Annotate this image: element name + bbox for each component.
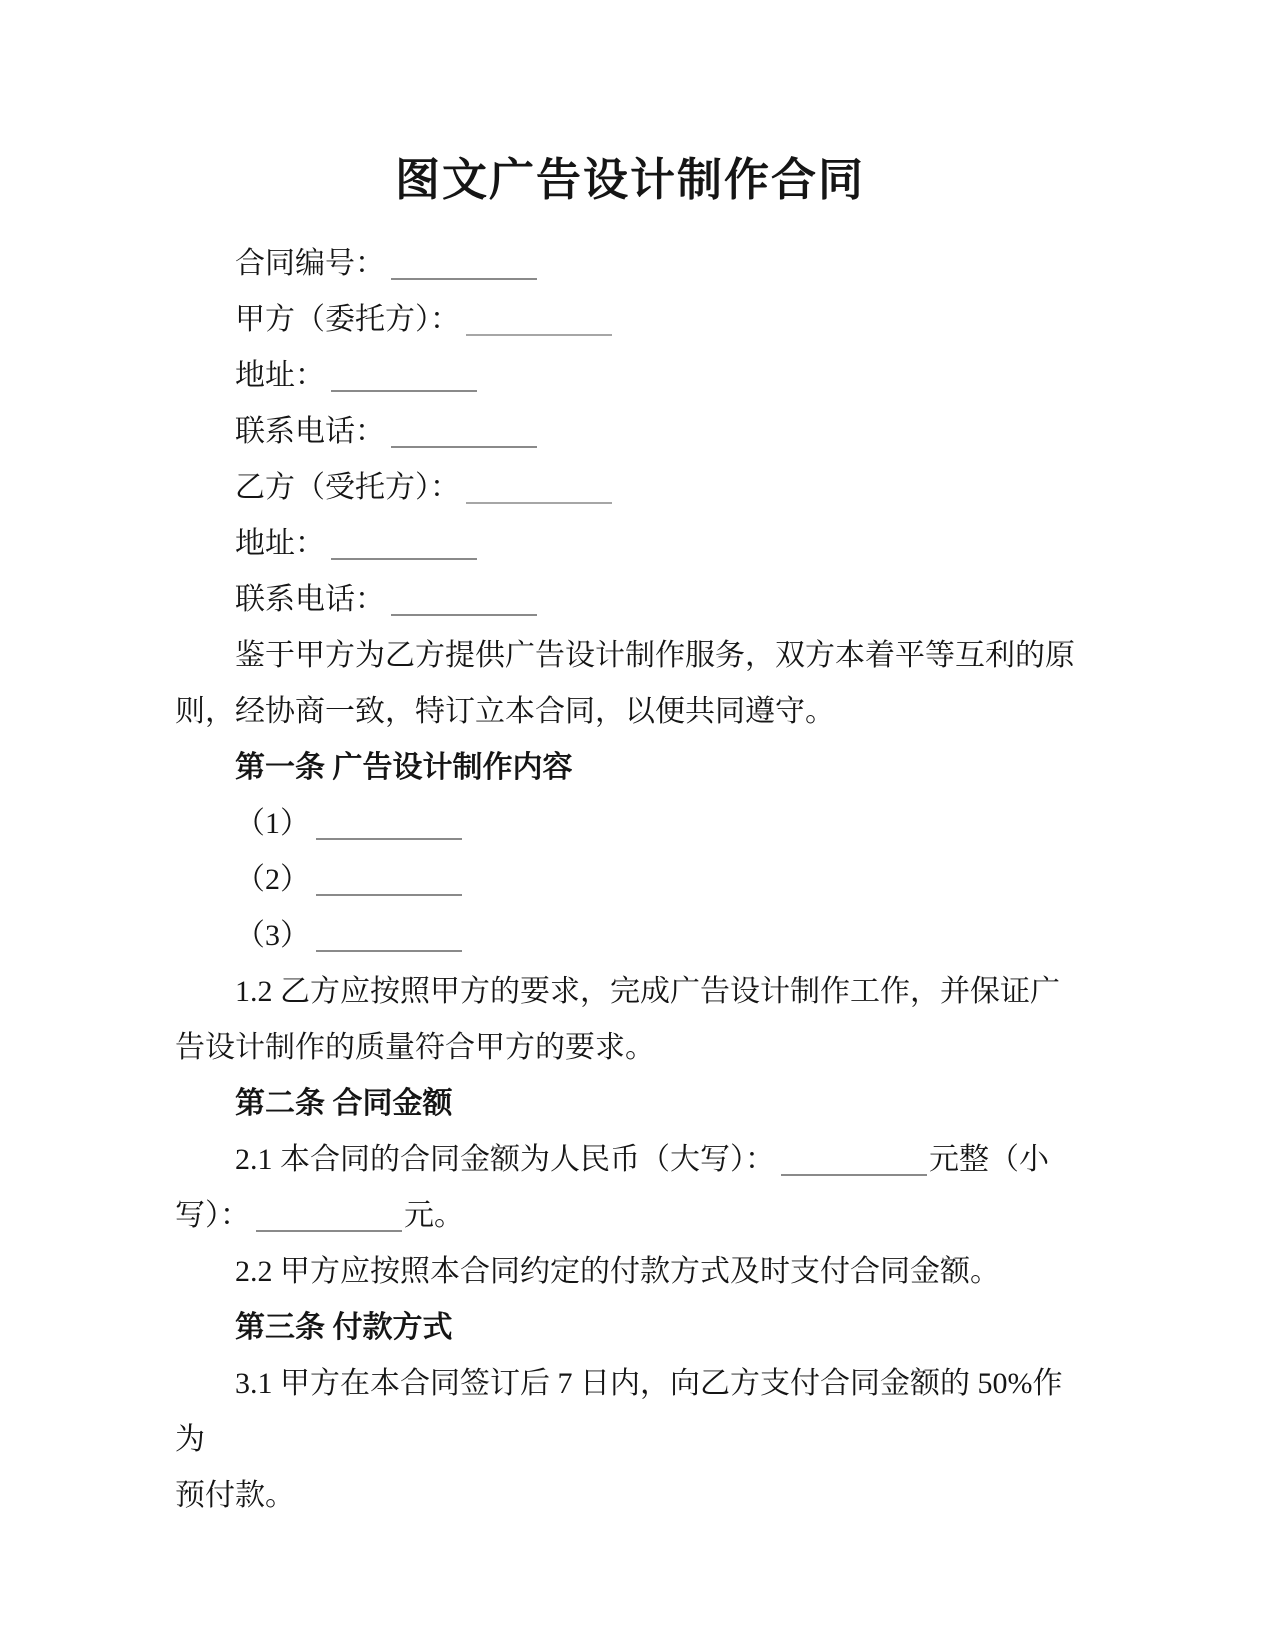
clause-2-1-text-after: 元整（小: [929, 1143, 1049, 1176]
party-b-phone-blank: [391, 584, 537, 616]
party-b-phone-label: 联系电话：: [235, 583, 385, 616]
article-1-item-1: [175, 796, 1085, 852]
article-1-item-2: [175, 852, 1085, 908]
party-a-label: 甲方（委托方）：: [235, 303, 460, 336]
field-row-party-a-address: [175, 348, 1085, 404]
clause-2-1-text-before: 2.1 本合同的合同金额为人民币（大写）：: [235, 1143, 775, 1176]
clause-2-1-line-1: [175, 1132, 1085, 1188]
clause-2-1-line-2-before: 写）：: [175, 1199, 250, 1232]
clause-2-2: 2.2 甲方应按照本合同约定的付款方式及时支付合同金额。: [235, 1255, 1000, 1288]
contract-title: 图文广告设计制作合同: [394, 155, 865, 205]
field-row-party-a-phone: [175, 404, 1085, 460]
party-b-address-label: 地址：: [235, 527, 325, 560]
party-a-address-blank: [331, 360, 477, 392]
clause-1-2-line-2: 告设计制作的质量符合甲方的要求。: [175, 1031, 655, 1064]
party-a-name-blank: [466, 304, 612, 336]
item-2-label: （2）: [235, 863, 310, 896]
item-1-label: （1）: [235, 807, 310, 840]
article-3-heading: 第三条 付款方式: [235, 1311, 453, 1344]
clause-3-1-line-2: 预付款。: [175, 1479, 295, 1512]
field-row-party-a: [175, 292, 1085, 348]
field-row-party-b-phone: [175, 572, 1085, 628]
party-a-phone-label: 联系电话：: [235, 415, 385, 448]
item-3-blank: [316, 920, 462, 952]
clause-3-1-line-1: 3.1 甲方在本合同签订后 7 日内，向乙方支付合同金额的 50%作为: [175, 1367, 1063, 1456]
amount-in-figures-blank: [256, 1200, 402, 1232]
item-3-label: （3）: [235, 919, 310, 952]
party-b-name-blank: [466, 472, 612, 504]
item-1-blank: [316, 808, 462, 840]
party-b-label: 乙方（受托方）：: [235, 471, 460, 504]
article-1-item-3: [175, 908, 1085, 964]
field-row-contract-number: [175, 236, 1085, 292]
contract-number-blank: [391, 248, 537, 280]
party-a-address-label: 地址：: [235, 359, 325, 392]
article-2-heading: 第二条 合同金额: [235, 1087, 453, 1120]
clause-2-1-line-2-after: 元。: [404, 1199, 464, 1232]
clause-1-2-line-1: 1.2 乙方应按照甲方的要求，完成广告设计制作工作，并保证广: [235, 975, 1060, 1008]
clause-2-1-line-2: [175, 1188, 1085, 1244]
field-row-party-b: [175, 460, 1085, 516]
contract-number-label: 合同编号：: [235, 247, 385, 280]
preamble-line-1: 鉴于甲方为乙方提供广告设计制作服务，双方本着平等互利的原: [235, 639, 1075, 672]
field-row-party-b-address: [175, 516, 1085, 572]
amount-in-words-blank: [781, 1144, 927, 1176]
article-1-heading: 第一条 广告设计制作内容: [235, 751, 573, 784]
party-a-phone-blank: [391, 416, 537, 448]
party-b-address-blank: [331, 528, 477, 560]
preamble-line-2: 则，经协商一致，特订立本合同，以便共同遵守。: [175, 695, 835, 728]
item-2-blank: [316, 864, 462, 896]
